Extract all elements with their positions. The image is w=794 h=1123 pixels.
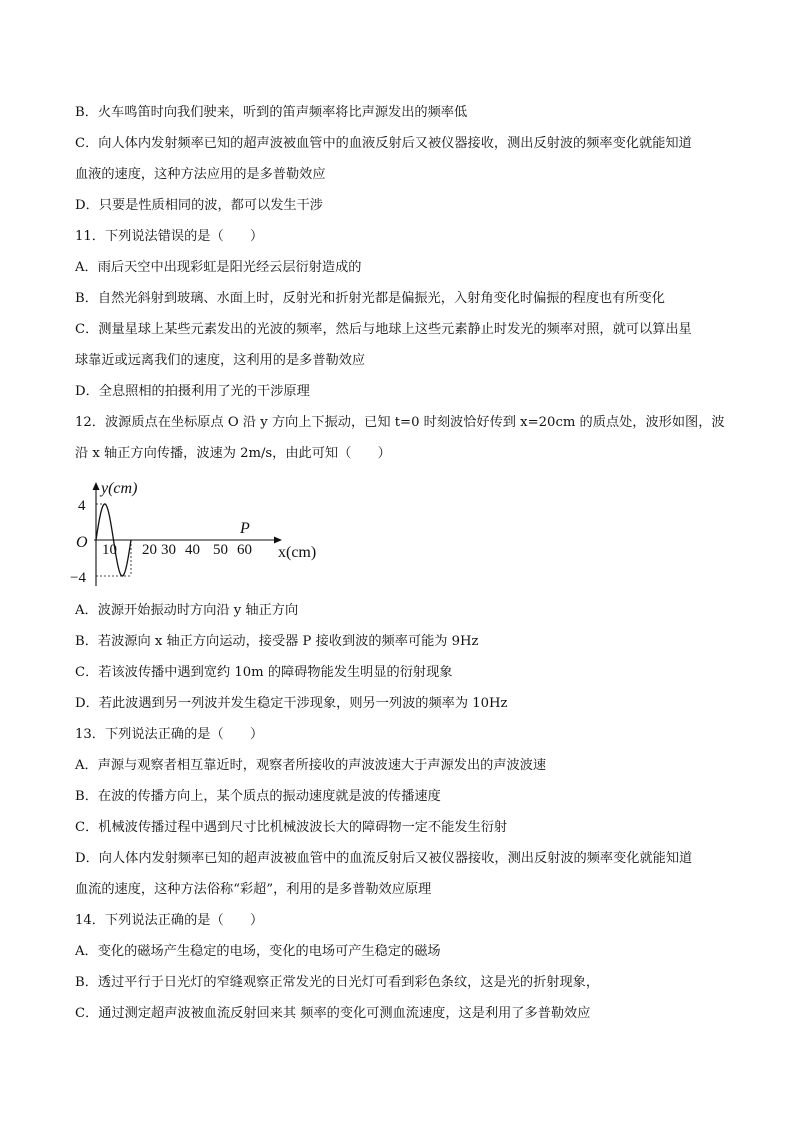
option-12b: B．若波源向 x 轴正方向运动，接受器 P 接收到波的频率可能为 9Hz: [75, 634, 479, 649]
option-13a: A．声源与观察者相互靠近时，观察者所接收的声波波速大于声源发出的声波波速: [75, 758, 547, 773]
x-tick-60: 60: [237, 542, 252, 558]
option-12d: D．若此波遇到另一列波并发生稳定干涉现象，则另一列波的频率为 10Hz: [75, 696, 508, 711]
x-axis-label: x(cm): [278, 544, 317, 561]
y-axis-arrow: [93, 482, 100, 490]
option-13d-line2: 血流的速度，这种方法俗称“彩超”，利用的是多普勒效应原理: [75, 882, 432, 897]
option-12c: C．若该波传播中遇到宽约 10m 的障碍物能发生明显的衍射现象: [75, 665, 453, 680]
question-12-stem-line2: 沿 x 轴正方向传播，波速为 2m/s，由此可知（ ）: [75, 446, 391, 461]
option-10c-line2: 血液的速度，这种方法应用的是多普勒效应: [75, 167, 326, 182]
x-tick-40: 40: [185, 542, 200, 558]
x-tick-10: 10: [102, 542, 117, 558]
option-11c-line1: C．测量星球上某些元素发出的光波的频率，然后与地球上这些元素静止时发光的频率对照，就可以算出星: [75, 322, 692, 337]
question-12-stem-line1: 12．波源质点在坐标原点 O 沿 y 方向上下振动，已知 t=0 时刻波恰好传到 x=20cm 的质点处，波形如图，波: [75, 415, 725, 430]
question-11-stem: 11．下列说法错误的是（ ）: [75, 229, 264, 244]
option-13b: B．在波的传播方向上，某个质点的振动速度就是波的传播速度: [75, 789, 441, 804]
wave-graph: [68, 474, 328, 594]
option-11a: A．雨后天空中出现彩虹是阳光经云层衍射造成的: [75, 260, 362, 275]
option-14b: B．透过平行于日光灯的窄缝观察正常发光的日光灯可看到彩色条纹，这是光的折射现象，: [75, 975, 599, 990]
option-14a: A．变化的磁场产生稳定的电场，变化的电场可产生稳定的磁场: [75, 944, 441, 959]
x-tick-20: 20: [142, 542, 157, 558]
option-11c-line2: 球靠近或远离我们的速度，这利用的是多普勒效应: [75, 353, 366, 368]
point-p-label: P: [240, 520, 250, 537]
x-axis-arrow: [274, 537, 282, 544]
option-10c-line1: C．向人体内发射频率已知的超声波被血管中的血液反射后又被仪器接收，测出反射波的频率变化就能知道: [75, 136, 692, 151]
y-axis-label: y(cm): [101, 480, 138, 497]
option-13c: C．机械波传播过程中遇到尺寸比机械波波长大的障碍物一定不能发生衍射: [75, 820, 508, 835]
origin-label: O: [76, 534, 88, 551]
option-14c: C．通过测定超声波被血流反射回来其 频率的变化可测血流速度，这是利用了多普勒效应: [75, 1006, 591, 1021]
option-10d: D．只要是性质相同的波，都可以发生干涉: [75, 198, 323, 213]
option-12a: A．波源开始振动时方向沿 y 轴正方向: [75, 603, 299, 618]
y-tick-neg4: −4: [70, 570, 86, 586]
x-tick-50: 50: [213, 542, 228, 558]
option-11d: D．全息照相的拍摄利用了光的干涉原理: [75, 384, 310, 399]
option-11b: B．自然光斜射到玻璃、水面上时，反射光和折射光都是偏振光，入射角变化时偏振的程度也有所变化: [75, 291, 665, 306]
question-14-stem: 14．下列说法正确的是（ ）: [75, 913, 264, 928]
y-tick-4: 4: [78, 498, 86, 514]
option-13d-line1: D．向人体内发射频率已知的超声波被血管中的血流反射后又被仪器接收，测出反射波的频率变化就能知道: [75, 851, 693, 866]
option-10b: B．火车鸣笛时向我们驶来，听到的笛声频率将比声源发出的频率低: [75, 105, 468, 120]
question-13-stem: 13．下列说法正确的是（ ）: [75, 727, 264, 742]
x-tick-30: 30: [161, 542, 176, 558]
